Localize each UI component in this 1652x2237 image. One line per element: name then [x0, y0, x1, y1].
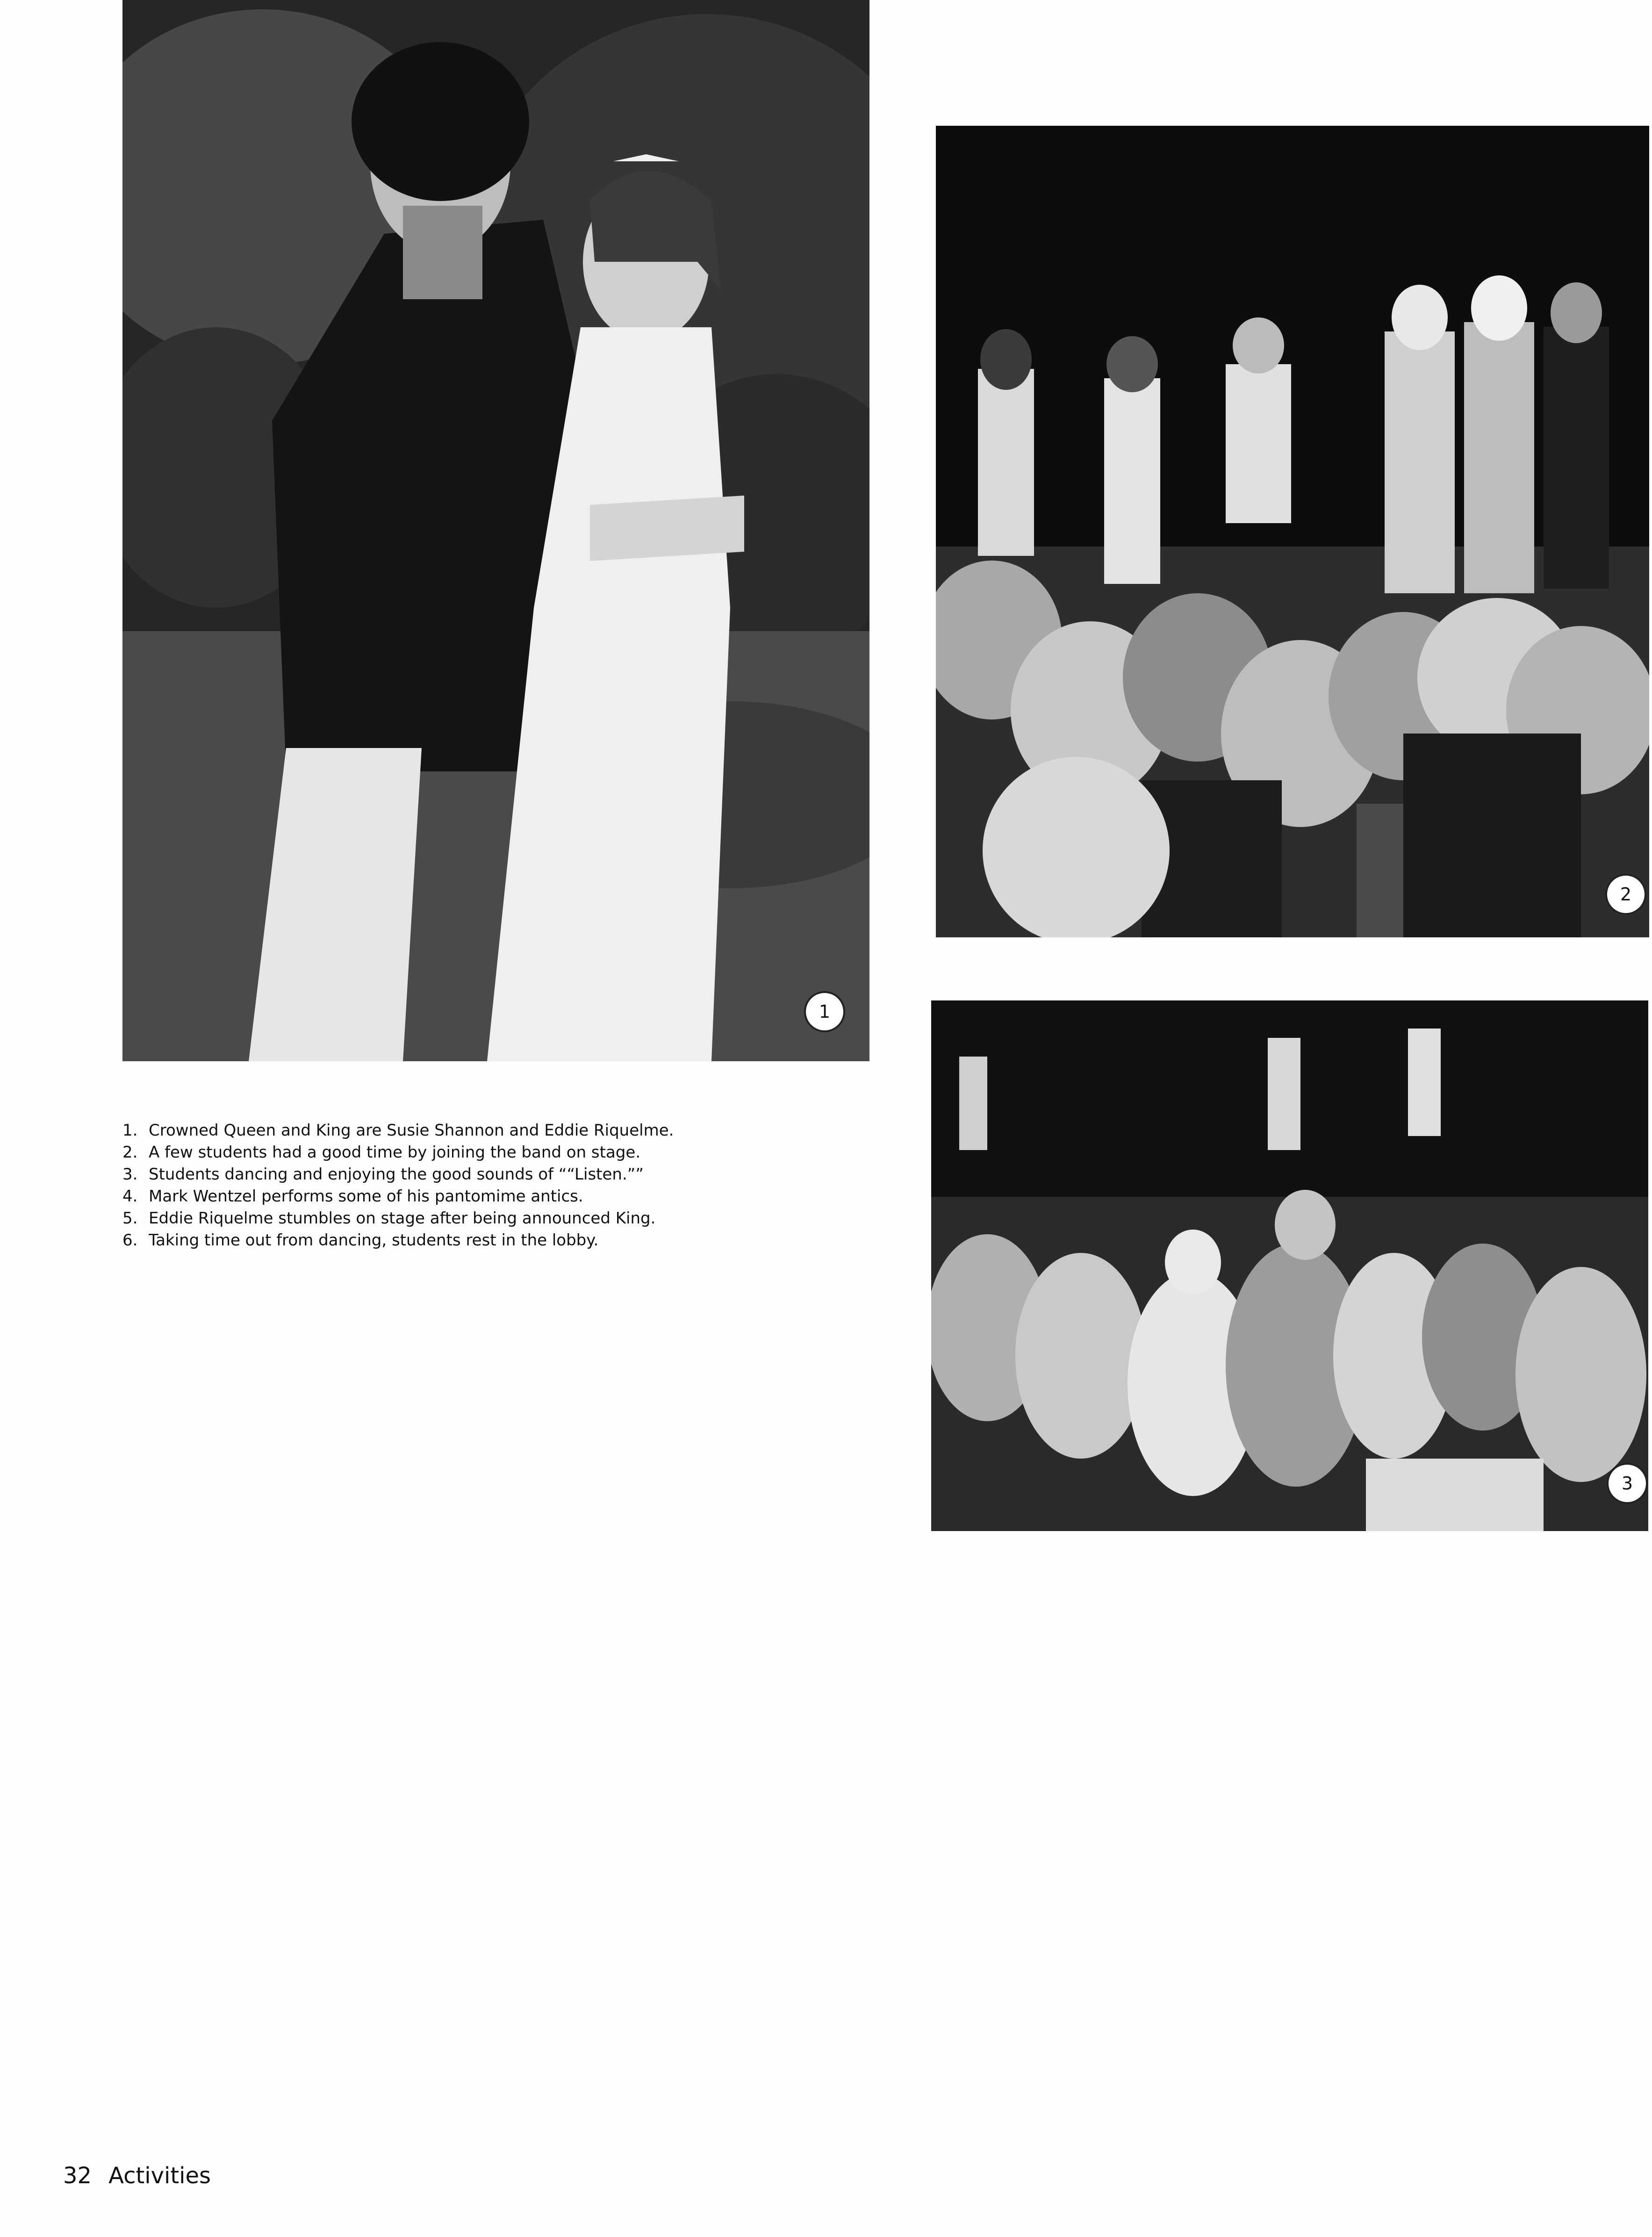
caption-number: 6. — [122, 1231, 138, 1250]
photo-3-number-badge: 3 — [1607, 1463, 1648, 1504]
photo-2-image — [936, 126, 1649, 937]
caption-number: 3. — [122, 1165, 138, 1184]
caption-text: Students dancing and enjoying the good sounds of ““Listen.”” — [149, 1165, 644, 1184]
caption-number: 1. — [122, 1121, 138, 1140]
caption-text: Eddie Riquelme stumbles on stage after being announced King. — [149, 1209, 656, 1228]
caption-text: Crowned Queen and King are Susie Shannon and Eddie Riquelme. — [149, 1121, 674, 1140]
photo-3-image — [931, 1000, 1648, 1531]
caption-text: Mark Wentzel performs some of his pantomime antics. — [149, 1187, 583, 1206]
page-footer — [63, 2163, 211, 2189]
photo-2-number-badge: 2 — [1605, 874, 1646, 915]
photo-queen-and-king — [122, 0, 869, 1061]
photo-captions-list — [122, 1120, 758, 1252]
caption-item — [122, 1208, 758, 1230]
photo-students-dancing — [931, 1000, 1648, 1531]
caption-item — [122, 1230, 758, 1252]
section-name: Activities — [108, 2163, 211, 2189]
photo-students-on-stage — [936, 126, 1649, 937]
photo-1-image — [122, 0, 869, 1061]
caption-number: 4. — [122, 1187, 138, 1206]
caption-text: Taking time out from dancing, students rest in the lobby. — [149, 1231, 599, 1250]
page-number: 32 — [63, 2163, 92, 2189]
caption-item — [122, 1186, 758, 1208]
caption-item — [122, 1164, 758, 1186]
photo-1-number-badge: 1 — [804, 991, 845, 1032]
caption-text: A few students had a good time by joining the band on stage. — [149, 1143, 641, 1162]
caption-item — [122, 1142, 758, 1164]
caption-number: 2. — [122, 1143, 138, 1162]
caption-number: 5. — [122, 1209, 138, 1228]
caption-item — [122, 1120, 758, 1142]
